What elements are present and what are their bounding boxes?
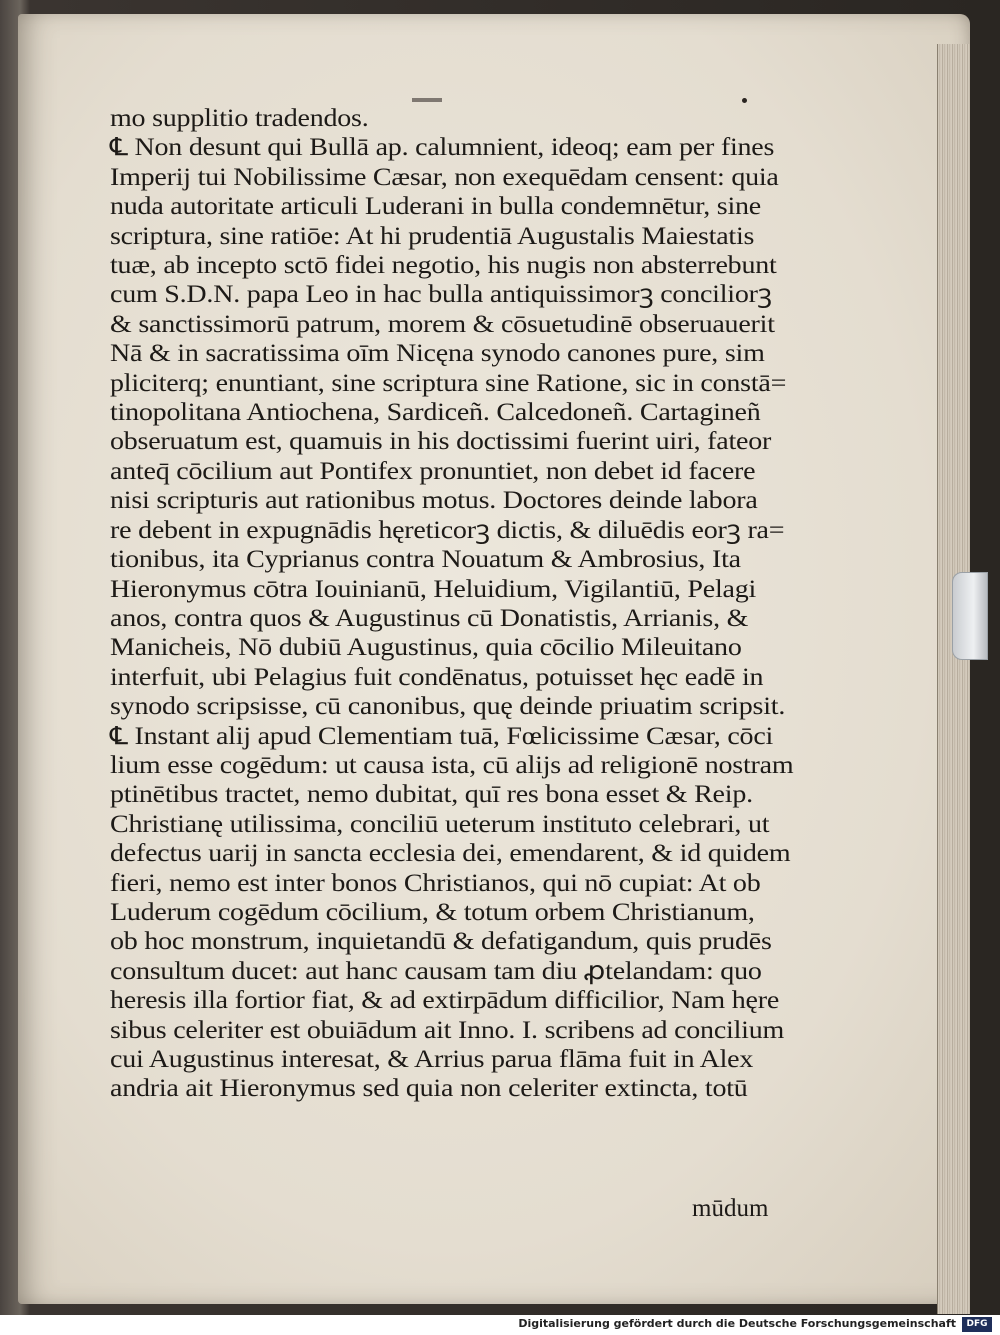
text-line: cum S.D.N. papa Leo in hac bulla antiquissimorꝫ conciliorꝫ	[110, 281, 772, 309]
text-line: Hieronymus cōtra Iouinianū, Heluidium, Vigilantiū, Pelagi	[110, 575, 757, 603]
text-line: synodo scripsisse, cū canonibus, quę deinde priuatim scripsit.	[110, 693, 786, 721]
page-clip-tab	[952, 572, 988, 660]
text-line: Manicheis, Nō dubiū Augustinus, quia cōcilio Mileuitano	[110, 634, 742, 662]
text-line: Nā & in sacratissima oīm Nicęna synodo canones pure, sim	[110, 340, 765, 368]
text-line: interfuit, ubi Pelagius fuit condēnatus, potuisset hęc eadē in	[110, 663, 764, 691]
text-line: scriptura, sine ratiōe: At hi prudentiā Augustalis Maiestatis	[110, 222, 755, 250]
text-line: nuda autoritate articuli Luderani in bulla condemnētur, sine	[110, 193, 761, 221]
text-line: tuæ, ab incepto sctō fidei negotio, his nugis non absterrebunt	[110, 252, 777, 280]
text-line: cui Augustinus interesat, & Arrius parua flāma fuit in Alex	[110, 1046, 754, 1073]
text-line: ℄ Instant alij apud Clementiam tuā, Fœlicissime Cæsar, cōci	[110, 722, 774, 750]
text-line: re debent in expugnādis hęreticorꝫ dictis, & diluēdis eorꝫ ra=	[110, 516, 785, 544]
text-line: tinopolitana Antiochena, Sardiceñ. Calcedoneñ. Cartagineñ	[110, 399, 761, 427]
text-line: mo supplitio tradendos.	[110, 105, 369, 132]
text-line: andria ait Hieronymus sed quia non celeriter extincta, totū	[110, 1075, 748, 1103]
text-line: fieri, nemo est inter bonos Christianos, qui nō cupiat: At ob	[110, 869, 761, 897]
text-line: Luderum cogēdum cōcilium, & totum orbem Christianum,	[110, 898, 755, 926]
text-line: anos, contra quos & Augustinus cū Donatistis, Arrianis, &	[110, 604, 749, 632]
text-line: lium esse cogēdum: ut causa ista, cū alijs ad religionē nostram	[110, 751, 794, 779]
text-line: obseruatum est, quamuis in his doctissimi fuerint uiri, fateor	[110, 428, 772, 456]
text-line: ℄ Non desunt qui Bullā ap. calumnient, ideoq; eam per fines	[110, 134, 775, 162]
page-text	[110, 104, 820, 1104]
text-line: sibus celeriter est obuiādum ait Inno. I. scribens ad concilium	[110, 1016, 785, 1044]
text-line: pliciterq; enuntiant, sine scriptura sine Ratione, sic in constā=	[110, 369, 787, 397]
page-edges	[937, 44, 970, 1314]
footer-bar	[0, 1315, 1000, 1335]
text-line: Imperij tui Nobilissime Cæsar, non exequēdam censent: quia	[110, 163, 779, 191]
text-line: nisi scripturis aut rationibus motus. Doctores deinde labora	[110, 487, 758, 515]
catchword: mūdum	[692, 1195, 769, 1222]
text-line: heresis illa fortior fiat, & ad extirpādum difficilior, Nam hęre	[110, 987, 780, 1015]
footer-credit: Digitalisierung gefördert durch die Deutsche Forschungsgemeinschaft	[518, 1317, 956, 1330]
text-line: Christianę utilissima, conciliū ueterum instituto celebrari, ut	[110, 810, 770, 838]
text-line: & sanctissimorū patrum, morem & cōsuetudinē obseruauerit	[110, 310, 775, 338]
text-line: ptinētibus tractet, nemo dubitat, quī res bona esset & Reip.	[110, 781, 753, 809]
text-line: consultum ducet: aut hanc causam tam diu ꝓtelandam: quo	[110, 957, 762, 985]
ink-mark	[412, 98, 442, 102]
text-line: ob hoc monstrum, inquietandū & defatigandum, quis prudēs	[110, 928, 772, 956]
text-line: defectus uarij in sancta ecclesia dei, emendarent, & id quidem	[110, 840, 791, 868]
text-line: tionibus, ita Cyprianus contra Nouatum & Ambrosius, Ita	[110, 546, 741, 574]
text-line: anteq̄ cōcilium aut Pontifex pronuntiet, non debet id facere	[110, 457, 756, 485]
ink-dot	[742, 98, 747, 103]
dfg-logo: DFG	[962, 1317, 992, 1332]
